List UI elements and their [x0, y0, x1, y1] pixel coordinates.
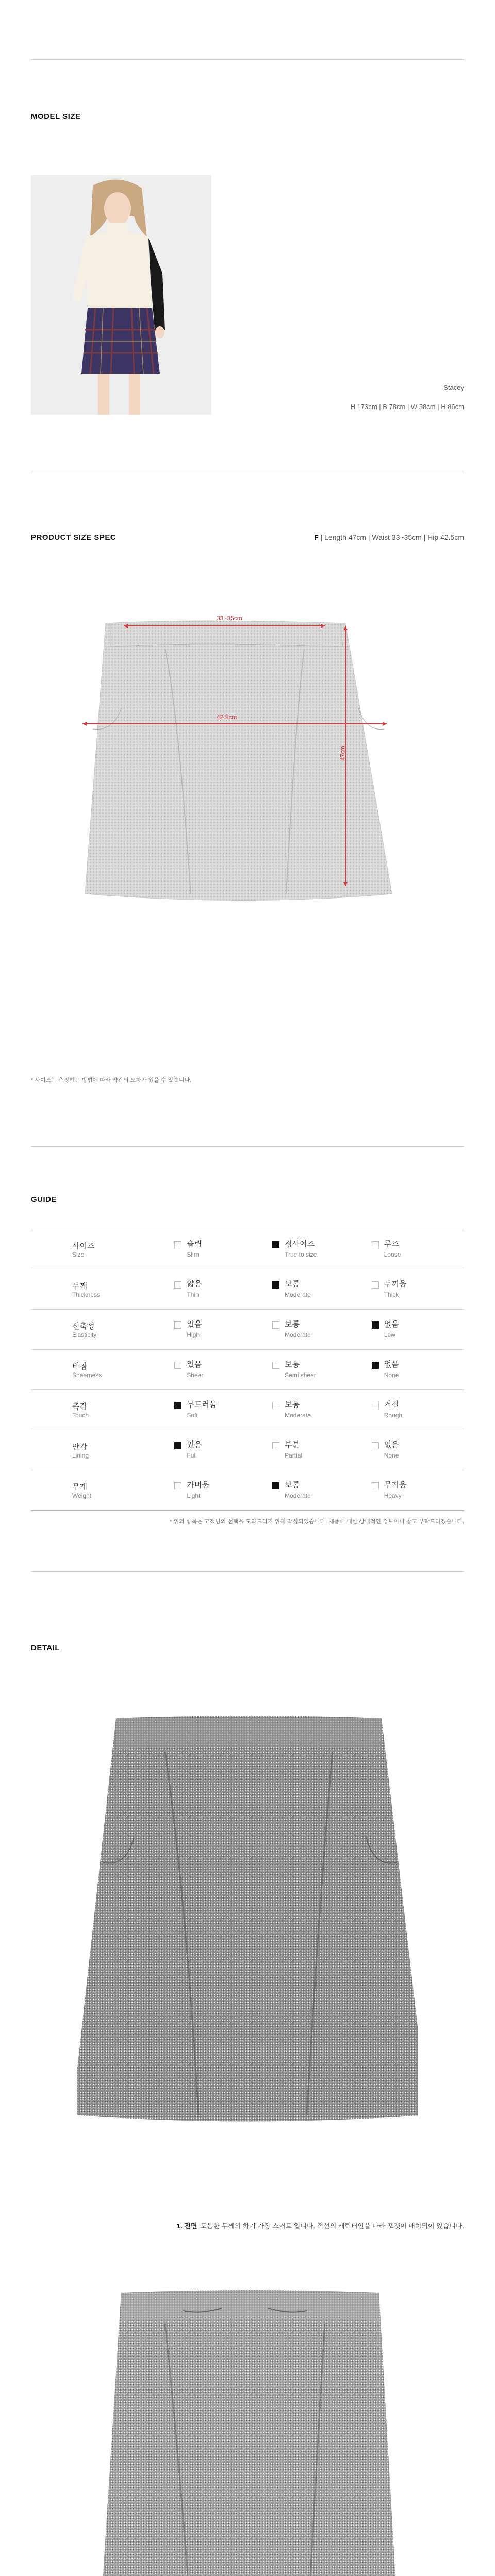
- guide-row: [31, 1310, 464, 1350]
- unchecked-box-icon: [372, 1442, 379, 1449]
- guide-option-cell: [267, 1440, 366, 1461]
- guide-option-ko: 보통: [285, 1319, 300, 1329]
- guide-label-ko: 두께: [72, 1282, 87, 1291]
- guide-label-ko: 사이즈: [72, 1242, 95, 1250]
- guide-option: [169, 1430, 267, 1470]
- guide-option: [366, 1470, 464, 1511]
- unchecked-box-icon: [372, 1482, 379, 1489]
- spec-details: | Length 47cm | Waist 33~35cm | Hip 42.5cm: [318, 533, 464, 541]
- guide-label-en: Lining: [72, 1452, 89, 1459]
- guide-option-en: Sheer: [187, 1371, 204, 1379]
- spec-skirt-illustration: [62, 605, 433, 1007]
- checked-box-icon: [174, 1402, 182, 1409]
- unchecked-box-icon: [174, 1482, 182, 1489]
- guide-option-cell: [367, 1400, 464, 1420]
- hip-label: 42.5cm: [217, 714, 237, 721]
- guide-option-cell: [267, 1319, 366, 1340]
- guide-row-label: [31, 1430, 169, 1470]
- unchecked-box-icon: [174, 1321, 182, 1329]
- checked-box-icon: [272, 1281, 279, 1289]
- guide-option-en: Light: [187, 1492, 201, 1499]
- guide-option-ko: 없음: [384, 1360, 399, 1369]
- guide-option: [169, 1470, 267, 1511]
- model-photo: [31, 175, 211, 415]
- guide-option-en: None: [384, 1451, 399, 1459]
- spec-note: * 사이즈는 측정하는 방법에 따라 약간의 오차가 있을 수 있습니다.: [31, 1077, 192, 1083]
- guide-option-cell: [367, 1279, 464, 1300]
- guide-option: [267, 1390, 366, 1430]
- guide-option-cell: [267, 1480, 366, 1501]
- guide-row: [31, 1430, 464, 1470]
- guide-option-cell: [267, 1279, 366, 1300]
- guide-option-cell: [267, 1239, 366, 1260]
- guide-option-cell: [169, 1319, 266, 1340]
- guide-label-ko: 신축성: [72, 1322, 95, 1331]
- guide-note: * 위의 항목은 고객님의 선택을 도와드리기 위해 작성되었습니다. 제품에 대한 상대적인 정보이니 참고 부탁드리겠습니다.: [170, 1519, 464, 1525]
- product-spec-title: PRODUCT SIZE SPEC: [31, 533, 117, 542]
- guide-option-en: Low: [384, 1331, 395, 1338]
- guide-option-cell: [169, 1239, 266, 1260]
- guide-option-ko: 루즈: [384, 1239, 399, 1248]
- divider-spec: [31, 1146, 464, 1147]
- guide-option-cell: [169, 1440, 266, 1461]
- guide-label-ko: 비침: [72, 1362, 87, 1371]
- unchecked-box-icon: [174, 1241, 182, 1248]
- guide-option-en: Moderate: [285, 1291, 311, 1298]
- model-size-title: MODEL SIZE: [31, 112, 81, 121]
- guide-option: [366, 1269, 464, 1310]
- guide-option-en: Thin: [187, 1291, 199, 1298]
- checked-box-icon: [272, 1482, 279, 1489]
- guide-option-ko: 있음: [187, 1440, 202, 1449]
- guide-option: [366, 1350, 464, 1390]
- guide-label-en: Elasticity: [72, 1331, 97, 1338]
- guide-option-en: Thick: [384, 1291, 399, 1298]
- guide-row-label: [31, 1470, 169, 1511]
- guide-option-ko: 보통: [285, 1279, 300, 1289]
- guide-option-en: True to size: [285, 1250, 317, 1258]
- guide-label-ko: 안감: [72, 1443, 87, 1451]
- guide-option-en: Slim: [187, 1250, 199, 1258]
- guide-option-ko: 부드러움: [187, 1400, 217, 1409]
- guide-table: [31, 1229, 464, 1511]
- guide-title: GUIDE: [31, 1195, 57, 1204]
- detail-number-front: 1. 전면: [176, 2222, 197, 2230]
- guide-row: [31, 1350, 464, 1390]
- unchecked-box-icon: [174, 1362, 182, 1369]
- guide-option: [169, 1310, 267, 1350]
- guide-label-ko: 촉감: [72, 1402, 87, 1411]
- guide-option-ko: 가벼움: [187, 1480, 209, 1489]
- guide-option: [267, 1229, 366, 1269]
- guide-label-en: Touch: [72, 1412, 89, 1419]
- checked-box-icon: [372, 1362, 379, 1369]
- guide-option-en: Heavy: [384, 1492, 402, 1499]
- guide-option-cell: [267, 1400, 366, 1420]
- size-spec-text: [314, 533, 464, 541]
- guide-option-en: Moderate: [285, 1331, 311, 1338]
- guide-option-cell: [367, 1480, 464, 1501]
- guide-option-cell: [267, 1360, 366, 1380]
- guide-label-en: Sheerness: [72, 1371, 102, 1379]
- guide-option: [169, 1390, 267, 1430]
- guide-option-ko: 있음: [187, 1319, 202, 1329]
- unchecked-box-icon: [372, 1281, 379, 1289]
- guide-option-ko: 보통: [285, 1360, 300, 1369]
- detail-back-image: [98, 2287, 397, 2576]
- guide-option-en: Loose: [384, 1250, 401, 1258]
- guide-label-en: Weight: [72, 1492, 92, 1499]
- guide-option-en: High: [187, 1331, 200, 1338]
- guide-option-cell: [169, 1279, 266, 1300]
- length-label: 47cm: [339, 745, 346, 761]
- guide-option-ko: 없음: [384, 1440, 399, 1449]
- guide-row: [31, 1229, 464, 1269]
- guide-label-ko: 무게: [72, 1483, 87, 1492]
- unchecked-box-icon: [372, 1241, 379, 1248]
- guide-option: [267, 1310, 366, 1350]
- guide-option-en: Partial: [285, 1451, 303, 1459]
- guide-option-cell: [169, 1480, 266, 1501]
- guide-option: [267, 1470, 366, 1511]
- detail-text-front: 도톰한 두께의 하기 가장 스커트 입니다. 적선의 캐릭터인을 따라 포켓이 배치되어 있습니다.: [200, 2222, 464, 2230]
- guide-row: [31, 1470, 464, 1511]
- checked-box-icon: [372, 1321, 379, 1329]
- size-label: F: [314, 533, 319, 541]
- guide-option-ko: 부분: [285, 1440, 300, 1449]
- guide-option-cell: [367, 1440, 464, 1461]
- guide-option: [267, 1269, 366, 1310]
- guide-option-ko: 슬림: [187, 1239, 202, 1248]
- guide-option-cell: [367, 1319, 464, 1340]
- divider-top: [31, 59, 464, 60]
- guide-option: [267, 1430, 366, 1470]
- checked-box-icon: [272, 1241, 279, 1248]
- model-name: Stacey: [443, 384, 464, 392]
- guide-option: [366, 1310, 464, 1350]
- checked-box-icon: [174, 1442, 182, 1449]
- guide-option-en: Semi sheer: [285, 1371, 316, 1379]
- guide-row: [31, 1390, 464, 1430]
- guide-option-ko: 거칠: [384, 1400, 399, 1409]
- guide-row-label: [31, 1229, 169, 1269]
- guide-option-ko: 정사이즈: [285, 1239, 315, 1248]
- model-measurements: H 173cm | B 78cm | W 58cm | H 86cm: [350, 403, 464, 411]
- guide-option-en: Moderate: [285, 1492, 311, 1499]
- detail-note-front: [177, 2221, 464, 2230]
- unchecked-box-icon: [174, 1281, 182, 1289]
- guide-label-en: Size: [72, 1251, 85, 1258]
- guide-option-en: Rough: [384, 1411, 403, 1419]
- guide-label-en: Thickness: [72, 1291, 101, 1298]
- unchecked-box-icon: [272, 1442, 279, 1449]
- guide-option-en: Full: [187, 1451, 197, 1459]
- guide-option-en: Soft: [187, 1411, 198, 1419]
- guide-option: [169, 1229, 267, 1269]
- guide-option-ko: 있음: [187, 1360, 202, 1369]
- detail-title: DETAIL: [31, 1643, 60, 1652]
- guide-option: [366, 1390, 464, 1430]
- guide-option: [366, 1229, 464, 1269]
- guide-row: [31, 1269, 464, 1310]
- guide-option-en: None: [384, 1371, 399, 1379]
- guide-option-en: Moderate: [285, 1411, 311, 1419]
- guide-row-label: [31, 1350, 169, 1390]
- unchecked-box-icon: [272, 1321, 279, 1329]
- waist-label: 33~35cm: [217, 615, 242, 622]
- guide-option-cell: [367, 1360, 464, 1380]
- unchecked-box-icon: [272, 1362, 279, 1369]
- guide-option: [169, 1350, 267, 1390]
- guide-option-ko: 보통: [285, 1400, 300, 1409]
- guide-row-label: [31, 1310, 169, 1350]
- guide-option-ko: 무거움: [384, 1480, 407, 1489]
- guide-option: [267, 1350, 366, 1390]
- guide-option-cell: [169, 1400, 266, 1420]
- divider-guide: [31, 1571, 464, 1572]
- guide-option-ko: 두꺼움: [384, 1279, 407, 1289]
- detail-front-image: [77, 1713, 418, 2125]
- guide-option: [366, 1430, 464, 1470]
- guide-row-label: [31, 1390, 169, 1430]
- guide-option-ko: 없음: [384, 1319, 399, 1329]
- guide-option-cell: [367, 1239, 464, 1260]
- guide-option-ko: 얇음: [187, 1279, 202, 1289]
- guide-option-ko: 보통: [285, 1480, 300, 1489]
- guide-row-label: [31, 1269, 169, 1310]
- guide-option-cell: [169, 1360, 266, 1380]
- unchecked-box-icon: [272, 1402, 279, 1409]
- unchecked-box-icon: [372, 1402, 379, 1409]
- guide-option: [169, 1269, 267, 1310]
